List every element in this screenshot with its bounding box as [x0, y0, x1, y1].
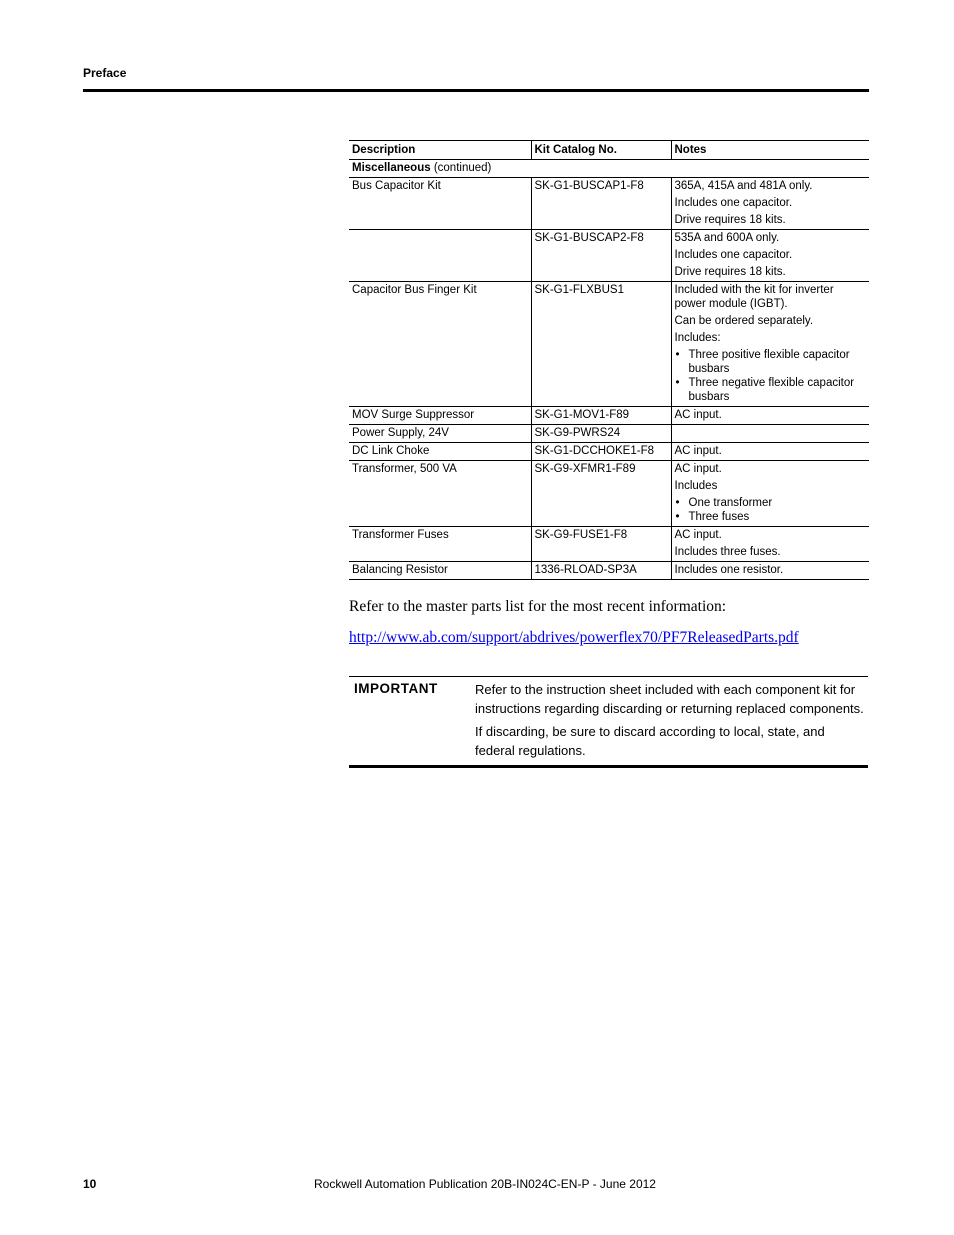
important-paragraph: Refer to the instruction sheet included with each component kit for instructions regarding discarding or returning replaced components. [475, 682, 864, 716]
note-line: AC input. [674, 463, 722, 475]
note-bullet: • Three negative flexible capacitor busbars [675, 376, 867, 404]
page-number: 10 [83, 1177, 97, 1191]
column-header: Notes [671, 141, 869, 160]
header-rule [83, 89, 869, 92]
notes-cell [671, 407, 869, 425]
note-line: Includes one capacitor. [674, 197, 793, 209]
note-bullet: • Three fuses [675, 510, 867, 524]
description-cell: Transformer Fuses [349, 527, 531, 562]
description-cell [349, 230, 531, 282]
table-row [349, 178, 869, 230]
important-paragraph: If discarding, be sure to discard according to local, state, and federal regulations. [475, 724, 825, 758]
description-cell: DC Link Choke [349, 443, 531, 461]
section-row [349, 160, 869, 178]
notes-cell [671, 527, 869, 562]
description-cell: Bus Capacitor Kit [349, 178, 531, 230]
table-row [349, 562, 869, 580]
note-line: Included with the kit for inverter power module (IGBT). [674, 284, 834, 310]
catalog-cell: SK-G1-BUSCAP1-F8 [531, 178, 671, 230]
column-header: Description [349, 141, 531, 160]
catalog-cell: SK-G1-DCCHOKE1-F8 [531, 443, 671, 461]
section-suffix: (continued) [430, 162, 492, 174]
table-row [349, 407, 869, 425]
column-header: Kit Catalog No. [531, 141, 671, 160]
notes-cell [671, 461, 869, 527]
notes-cell [671, 230, 869, 282]
note-line: Includes one resistor. [674, 564, 784, 576]
notes-cell [671, 178, 869, 230]
table-row [349, 527, 869, 562]
table-row [349, 443, 869, 461]
catalog-cell: SK-G1-MOV1-F89 [531, 407, 671, 425]
table-row [349, 230, 869, 282]
note-bullet-list [675, 496, 867, 524]
description-cell: MOV Surge Suppressor [349, 407, 531, 425]
parts-table [349, 140, 869, 580]
description-cell: Capacitor Bus Finger Kit [349, 282, 531, 407]
notes-cell [671, 425, 869, 443]
table-row [349, 282, 869, 407]
note-line: 535A and 600A only. [674, 232, 780, 244]
note-line: Can be ordered separately. [674, 315, 814, 327]
notes-cell [671, 443, 869, 461]
important-label: IMPORTANT [354, 681, 438, 696]
note-line: 365A, 415A and 481A only. [674, 180, 813, 192]
catalog-cell: SK-G9-XFMR1-F89 [531, 461, 671, 527]
reference-text: Refer to the master parts list for the most recent information: [349, 598, 727, 615]
parts-list-link[interactable]: http://www.ab.com/support/abdrives/powerflex70/PF7ReleasedParts.pdf [349, 629, 799, 646]
description-cell: Transformer, 500 VA [349, 461, 531, 527]
note-bullet: • One transformer [675, 496, 867, 510]
note-line: Includes: [674, 332, 721, 344]
description-cell: Power Supply, 24V [349, 425, 531, 443]
note-bullet: • Three positive flexible capacitor busbars [675, 348, 867, 376]
important-body [475, 680, 865, 764]
table-header-row [349, 141, 869, 160]
running-header: Preface [83, 66, 127, 80]
note-line: Includes three fuses. [674, 546, 781, 558]
catalog-cell: 1336-RLOAD-SP3A [531, 562, 671, 580]
note-line: Includes [674, 480, 718, 492]
note-line: AC input. [674, 409, 722, 421]
table-row [349, 425, 869, 443]
note-line: AC input. [674, 445, 722, 457]
note-bullet-list [675, 348, 867, 404]
section-title: Miscellaneous [352, 162, 431, 174]
table-row [349, 461, 869, 527]
description-cell: Balancing Resistor [349, 562, 531, 580]
notes-cell [671, 282, 869, 407]
catalog-cell: SK-G9-FUSE1-F8 [531, 527, 671, 562]
notes-cell [671, 562, 869, 580]
note-line: Includes one capacitor. [674, 249, 793, 261]
important-callout [349, 676, 868, 768]
catalog-cell: SK-G1-FLXBUS1 [531, 282, 671, 407]
publication-info: Rockwell Automation Publication 20B-IN024C-EN-P - June 2012 [314, 1177, 656, 1191]
catalog-cell: SK-G9-PWRS24 [531, 425, 671, 443]
note-line: Drive requires 18 kits. [674, 214, 786, 226]
note-line: AC input. [674, 529, 722, 541]
catalog-cell: SK-G1-BUSCAP2-F8 [531, 230, 671, 282]
note-line: Drive requires 18 kits. [674, 266, 786, 278]
